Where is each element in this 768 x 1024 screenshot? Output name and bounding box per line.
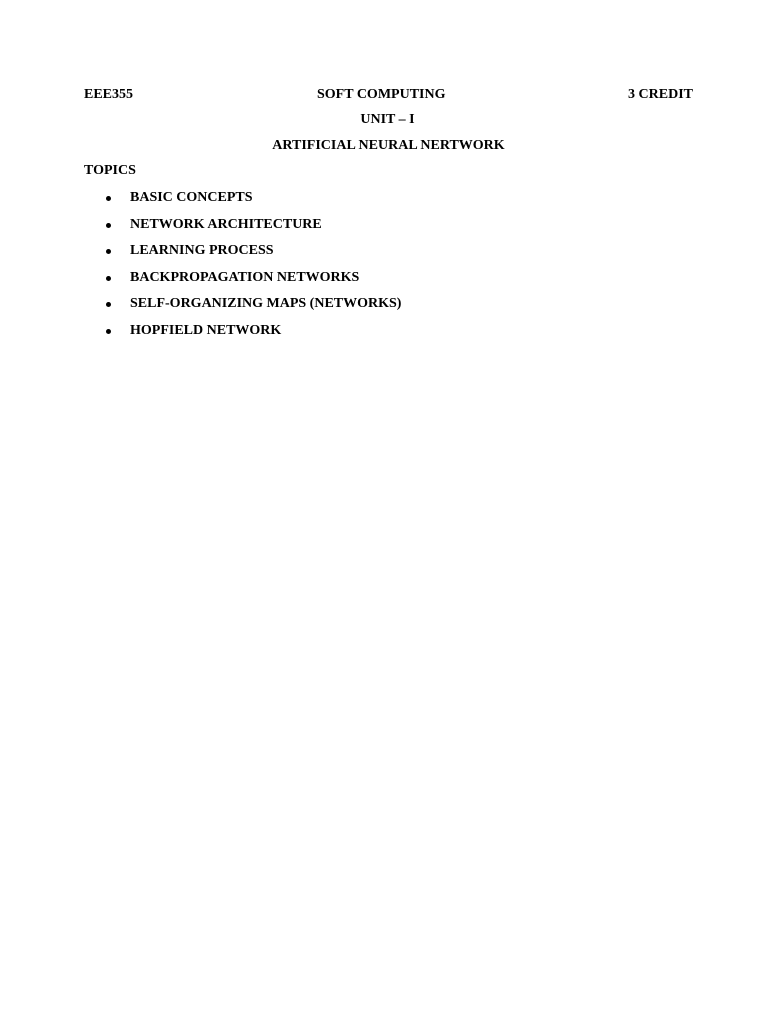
unit-subtitle: ARTIFICIAL NEURAL NERTWORK (272, 138, 505, 153)
course-code: EEE355 (84, 87, 134, 102)
bullet-icon (106, 196, 111, 201)
course-title: SOFT COMPUTING (317, 87, 446, 102)
topic-label: BACKPROPAGATION NETWORKS (130, 269, 360, 285)
topic-label: NETWORK ARCHITECTURE (130, 216, 322, 232)
topics-heading: TOPICS (84, 163, 136, 178)
topic-label: HOPFIELD NETWORK (130, 322, 282, 338)
topic-label: BASIC CONCEPTS (130, 190, 253, 205)
unit-title: UNIT – I (360, 112, 415, 127)
bullet-icon (106, 249, 111, 254)
bullet-icon (106, 302, 111, 307)
course-credit: 3 CREDIT (628, 87, 693, 102)
bullet-icon (106, 329, 111, 334)
course-header (84, 87, 693, 107)
bullet-icon (106, 223, 111, 228)
topic-label: LEARNING PROCESS (130, 243, 274, 259)
bullet-icon (106, 276, 111, 281)
topic-label: SELF-ORGANIZING MAPS (NETWORKS) (130, 296, 402, 312)
